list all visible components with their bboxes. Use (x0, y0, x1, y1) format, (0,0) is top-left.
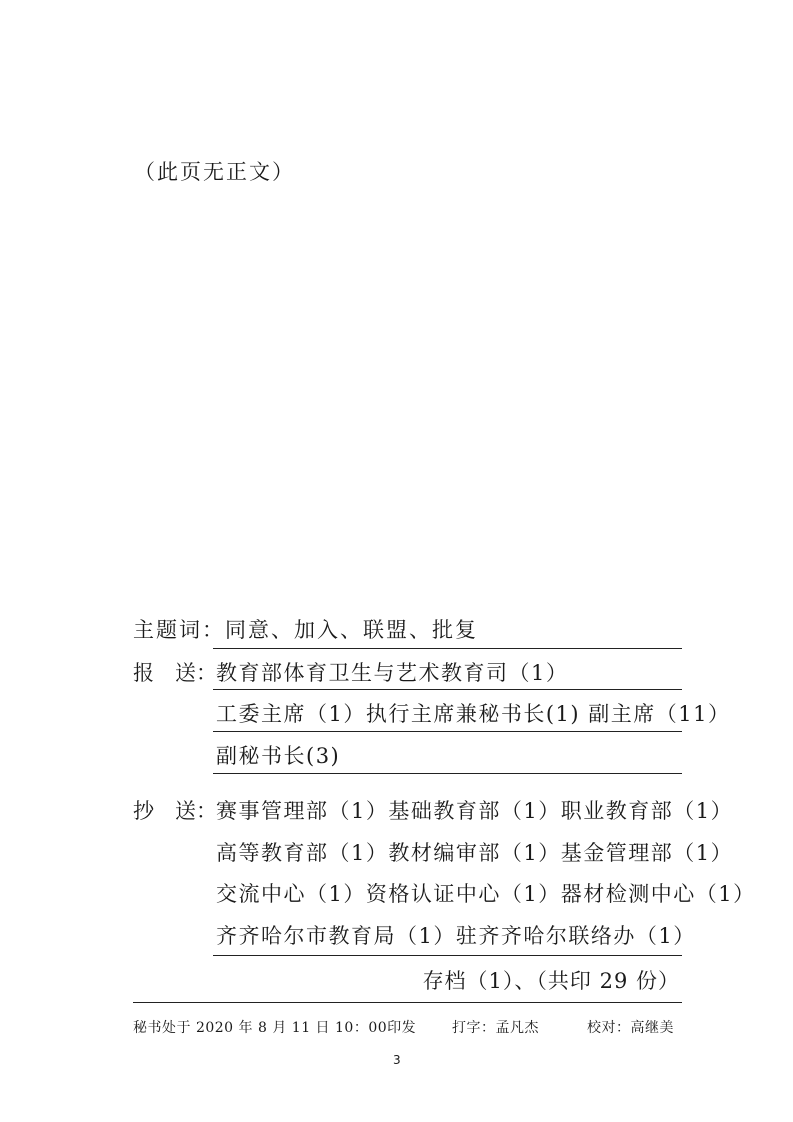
footer-divider (133, 1002, 682, 1003)
divider-line (213, 731, 682, 732)
divider-line (213, 955, 682, 956)
copy-line-4: 齐齐哈尔市教育局（1）驻齐齐哈尔联络办（1） (216, 924, 696, 948)
copy-label-char: 抄 (133, 799, 154, 823)
subject-terms: 同意、加入、联盟、批复 (225, 618, 478, 642)
copy-line-1: 赛事管理部（1）基础教育部（1）职业教育部（1） (216, 799, 734, 823)
report-label-char: 报 (133, 661, 154, 685)
copy-line-2: 高等教育部（1）教材编审部（1）基金管理部（1） (216, 841, 734, 865)
proofreader-line: 校对：高继美 (587, 1020, 674, 1036)
page-number: 3 (393, 1053, 401, 1067)
report-line-3: 副秘书长(3) (216, 744, 341, 768)
no-body-note: （此页无正文） (134, 160, 295, 184)
divider-line (213, 689, 682, 690)
copy-line-3: 交流中心（1）资格认证中心（1）器材检测中心（1） (216, 882, 756, 906)
archive-line: 存档（1）、（共印 29 份） (422, 969, 680, 993)
typist-line: 打字：孟凡杰 (452, 1020, 539, 1036)
copy-label-suffix: 送： (175, 799, 217, 823)
report-label-suffix: 送： (175, 661, 217, 685)
issued-line: 秘书处于 2020 年 8 月 11 日 10：00印发 (133, 1020, 417, 1036)
report-line-1: 教育部体育卫生与艺术教育司（1） (216, 661, 569, 685)
subject-line (133, 614, 478, 644)
divider-line (213, 773, 682, 774)
divider-line (213, 648, 682, 649)
subject-label: 主题词： (133, 618, 225, 642)
report-line-2: 工委主席（1）执行主席兼秘书长(1) 副主席（11） (216, 702, 731, 726)
